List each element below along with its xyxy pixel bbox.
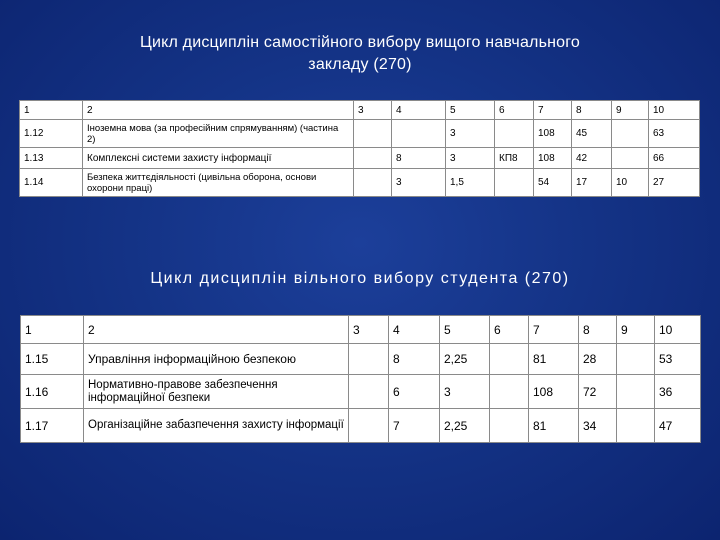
title-self-selected-cycle bbox=[0, 32, 720, 76]
cell: 1,5 bbox=[446, 169, 495, 197]
cell-code: 1.15 bbox=[21, 344, 84, 375]
table-row bbox=[20, 148, 700, 169]
cell: 54 bbox=[534, 169, 572, 197]
cell: 63 bbox=[649, 120, 700, 148]
cell: 45 bbox=[572, 120, 612, 148]
header-cell: 8 bbox=[579, 316, 617, 344]
cell: 108 bbox=[534, 148, 572, 169]
cell: 8 bbox=[389, 344, 440, 375]
header-cell: 10 bbox=[649, 101, 700, 120]
cell: 3 bbox=[446, 120, 495, 148]
header-cell: 4 bbox=[389, 316, 440, 344]
table-row bbox=[21, 409, 701, 443]
cell: 34 bbox=[579, 409, 617, 443]
cell: 2,25 bbox=[440, 344, 490, 375]
cell: 2,25 bbox=[440, 409, 490, 443]
header-cell: 2 bbox=[84, 316, 349, 344]
table-free-choice-disciplines bbox=[20, 315, 701, 443]
table-header-row bbox=[21, 316, 701, 344]
cell bbox=[354, 148, 392, 169]
cell: 17 bbox=[572, 169, 612, 197]
table-row bbox=[20, 169, 700, 197]
cell: 81 bbox=[529, 409, 579, 443]
header-cell: 7 bbox=[534, 101, 572, 120]
cell bbox=[617, 409, 655, 443]
header-cell: 1 bbox=[20, 101, 83, 120]
cell-discipline: Організаційне забазпечення захисту інформації bbox=[84, 409, 349, 443]
cell: 36 bbox=[655, 375, 701, 409]
header-cell: 5 bbox=[440, 316, 490, 344]
cell: 3 bbox=[446, 148, 495, 169]
table-row bbox=[21, 375, 701, 409]
header-cell: 10 bbox=[655, 316, 701, 344]
table-header-row bbox=[20, 101, 700, 120]
table-row bbox=[20, 120, 700, 148]
cell: 28 bbox=[579, 344, 617, 375]
cell: 3 bbox=[392, 169, 446, 197]
cell bbox=[349, 409, 389, 443]
cell bbox=[495, 120, 534, 148]
cell-discipline: Іноземна мова (за професійним спрямуванням) (частина 2) bbox=[83, 120, 354, 148]
cell bbox=[617, 344, 655, 375]
cell-code: 1.12 bbox=[20, 120, 83, 148]
cell: 27 bbox=[649, 169, 700, 197]
header-cell: 6 bbox=[490, 316, 529, 344]
header-cell: 7 bbox=[529, 316, 579, 344]
cell bbox=[617, 375, 655, 409]
title-free-choice-cycle bbox=[0, 268, 720, 290]
cell: 7 bbox=[389, 409, 440, 443]
header-cell: 9 bbox=[612, 101, 649, 120]
cell bbox=[349, 344, 389, 375]
title-line-2: закладу (270) bbox=[308, 56, 412, 73]
cell bbox=[612, 120, 649, 148]
header-cell: 5 bbox=[446, 101, 495, 120]
cell bbox=[354, 169, 392, 197]
cell: 42 bbox=[572, 148, 612, 169]
cell bbox=[490, 344, 529, 375]
cell-code: 1.13 bbox=[20, 148, 83, 169]
cell-discipline: Управління інформаційною безпекою bbox=[84, 344, 349, 375]
header-cell: 6 bbox=[495, 101, 534, 120]
header-cell: 1 bbox=[21, 316, 84, 344]
table-row bbox=[21, 344, 701, 375]
header-cell: 3 bbox=[349, 316, 389, 344]
cell: 108 bbox=[534, 120, 572, 148]
cell bbox=[612, 148, 649, 169]
header-cell: 4 bbox=[392, 101, 446, 120]
header-cell: 2 bbox=[83, 101, 354, 120]
cell bbox=[392, 120, 446, 148]
cell bbox=[490, 409, 529, 443]
header-cell: 9 bbox=[617, 316, 655, 344]
cell: 10 bbox=[612, 169, 649, 197]
cell-discipline: Комплексні системи захисту інформації bbox=[83, 148, 354, 169]
cell: 72 bbox=[579, 375, 617, 409]
cell-code: 1.17 bbox=[21, 409, 84, 443]
cell: 108 bbox=[529, 375, 579, 409]
cell: 47 bbox=[655, 409, 701, 443]
cell-code: 1.16 bbox=[21, 375, 84, 409]
cell bbox=[354, 120, 392, 148]
cell bbox=[490, 375, 529, 409]
cell-discipline: Безпека життєдіяльності (цивільна оборона, основи охорони праці) bbox=[83, 169, 354, 197]
cell: 81 bbox=[529, 344, 579, 375]
title-free-choice-text: Цикл дисциплін вільного вибору студента (270) bbox=[150, 270, 570, 287]
cell-code: 1.14 bbox=[20, 169, 83, 197]
cell: КП8 bbox=[495, 148, 534, 169]
cell bbox=[495, 169, 534, 197]
cell: 8 bbox=[392, 148, 446, 169]
cell: 53 bbox=[655, 344, 701, 375]
cell: 66 bbox=[649, 148, 700, 169]
cell: 6 bbox=[389, 375, 440, 409]
header-cell: 8 bbox=[572, 101, 612, 120]
header-cell: 3 bbox=[354, 101, 392, 120]
cell-discipline: Нормативно-правове забезпечення інформаційної безпеки bbox=[84, 375, 349, 409]
cell bbox=[349, 375, 389, 409]
table-self-selected-disciplines bbox=[19, 100, 700, 197]
cell: 3 bbox=[440, 375, 490, 409]
title-line-1: Цикл дисциплін самостійного вибору вищого навчального bbox=[139, 34, 581, 51]
